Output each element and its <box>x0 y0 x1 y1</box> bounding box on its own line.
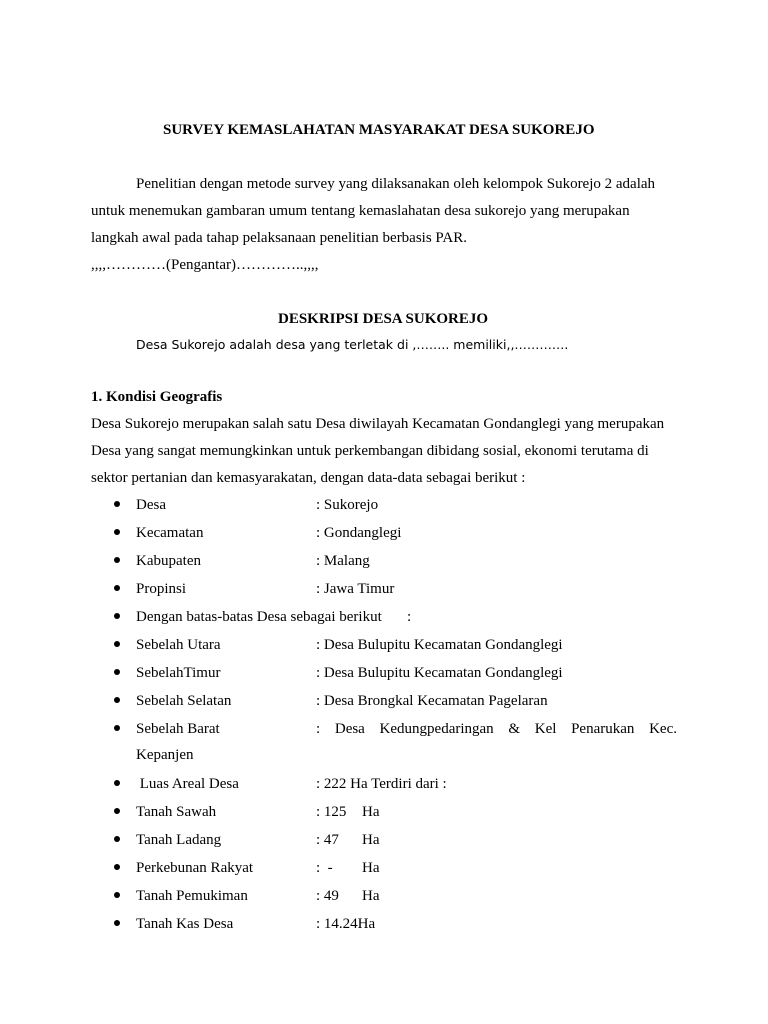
justified-word: Penarukan <box>571 721 635 737</box>
list-item-label: Tanah Ladang <box>136 832 222 848</box>
list-item-value: : - <box>316 860 333 876</box>
bullet-icon <box>114 641 120 647</box>
list-item-value: : Malang <box>316 553 370 569</box>
list-item-value <box>316 720 677 738</box>
bullet-icon <box>114 892 120 898</box>
list-item-label: Kecamatan <box>136 525 204 541</box>
list-item-unit: Ha <box>362 860 380 876</box>
list-item-value: : Sukorejo <box>316 497 379 513</box>
justified-word: Kec. <box>649 721 677 737</box>
bullet-icon <box>114 780 120 786</box>
deskripsi-heading: DESKRIPSI DESA SUKOREJO <box>278 311 489 327</box>
bullet-icon <box>114 920 120 926</box>
justified-word: Kel <box>534 721 557 737</box>
list-item-value: : 14.24Ha <box>316 916 376 932</box>
geografis-heading: 1. Kondisi Geografis <box>91 389 223 405</box>
list-item-label: Desa <box>136 497 166 513</box>
bullet-icon <box>114 669 120 675</box>
deskripsi-text: Desa Sukorejo adalah desa yang terletak di ,…….. memiliki,,…………. <box>136 337 569 352</box>
intro-line-1: Penelitian dengan metode survey yang dilaksanakan oleh kelompok Sukorejo 2 adalah <box>136 176 656 192</box>
justified-word: & <box>508 721 521 737</box>
geografis-line-2: Desa yang sangat memungkinkan untuk perkembangan dibidang sosial, ekonomi terutama di <box>91 443 649 459</box>
list-item-unit: Ha <box>362 804 380 820</box>
justified-word: Desa <box>334 721 365 737</box>
justified-word: Kedungpedaringan <box>379 721 494 737</box>
intro-line-3: langkah awal pada tahap pelaksanaan penelitian berbasis PAR. <box>91 230 467 246</box>
list-item-label: Sebelah Utara <box>136 637 221 653</box>
list-item-label: SebelahTimur <box>136 665 221 681</box>
intro-line-2: untuk menemukan gambaran umum tentang kemaslahatan desa sukorejo yang merupakan <box>91 203 630 219</box>
list-item-label: Tanah Sawah <box>136 804 217 820</box>
bullet-icon <box>114 613 120 619</box>
bullet-icon <box>114 529 120 535</box>
list-item-label: Kabupaten <box>136 553 201 569</box>
document-title: SURVEY KEMASLAHATAN MASYARAKAT DESA SUKOREJO <box>163 122 595 138</box>
bullet-icon <box>114 836 120 842</box>
list-item-label: Luas Areal Desa <box>136 776 239 792</box>
bullet-icon <box>114 585 120 591</box>
list-item-label: Perkebunan Rakyat <box>136 860 254 876</box>
bullet-icon <box>114 697 120 703</box>
justified-word: : <box>316 721 321 737</box>
list-item-value: : Desa Bulupitu Kecamatan Gondanglegi <box>316 665 563 681</box>
list-item-value: : Desa Brongkal Kecamatan Pagelaran <box>316 693 548 709</box>
intro-line-4: ,,,,…………(Pengantar)…………..,,,, <box>91 257 319 273</box>
bullet-icon <box>114 557 120 563</box>
bullet-icon <box>114 864 120 870</box>
list-item-unit: Ha <box>362 888 380 904</box>
list-item-label: Sebelah Barat <box>136 721 220 737</box>
list-item-value: : 125 <box>316 804 347 820</box>
list-item-value: : Jawa Timur <box>316 581 395 597</box>
bullet-icon <box>114 725 120 731</box>
list-item-label: Tanah Pemukiman <box>136 888 248 904</box>
list-item-value: : 222 Ha Terdiri dari : <box>316 776 447 792</box>
list-item-unit: Ha <box>362 832 380 848</box>
list-item-value: : Desa Bulupitu Kecamatan Gondanglegi <box>316 637 563 653</box>
bullet-icon <box>114 808 120 814</box>
list-item-continuation: Kepanjen <box>136 747 194 763</box>
geografis-line-3: sektor pertanian dan kemasyarakatan, dengan data-data sebagai berikut : <box>91 470 526 486</box>
list-item-value: : 49 <box>316 888 339 904</box>
list-item-label: Tanah Kas Desa <box>136 916 234 932</box>
list-item-value: : <box>407 609 412 625</box>
list-item-label: Propinsi <box>136 581 187 597</box>
list-item-value: : 47 <box>316 832 339 848</box>
list-item-label: Sebelah Selatan <box>136 693 232 709</box>
geografis-line-1: Desa Sukorejo merupakan salah satu Desa diwilayah Kecamatan Gondanglegi yang merupakan <box>91 416 665 432</box>
bullet-icon <box>114 501 120 507</box>
list-item-value: : Gondanglegi <box>316 525 402 541</box>
list-item-label: Dengan batas-batas Desa sebagai berikut <box>136 609 382 625</box>
